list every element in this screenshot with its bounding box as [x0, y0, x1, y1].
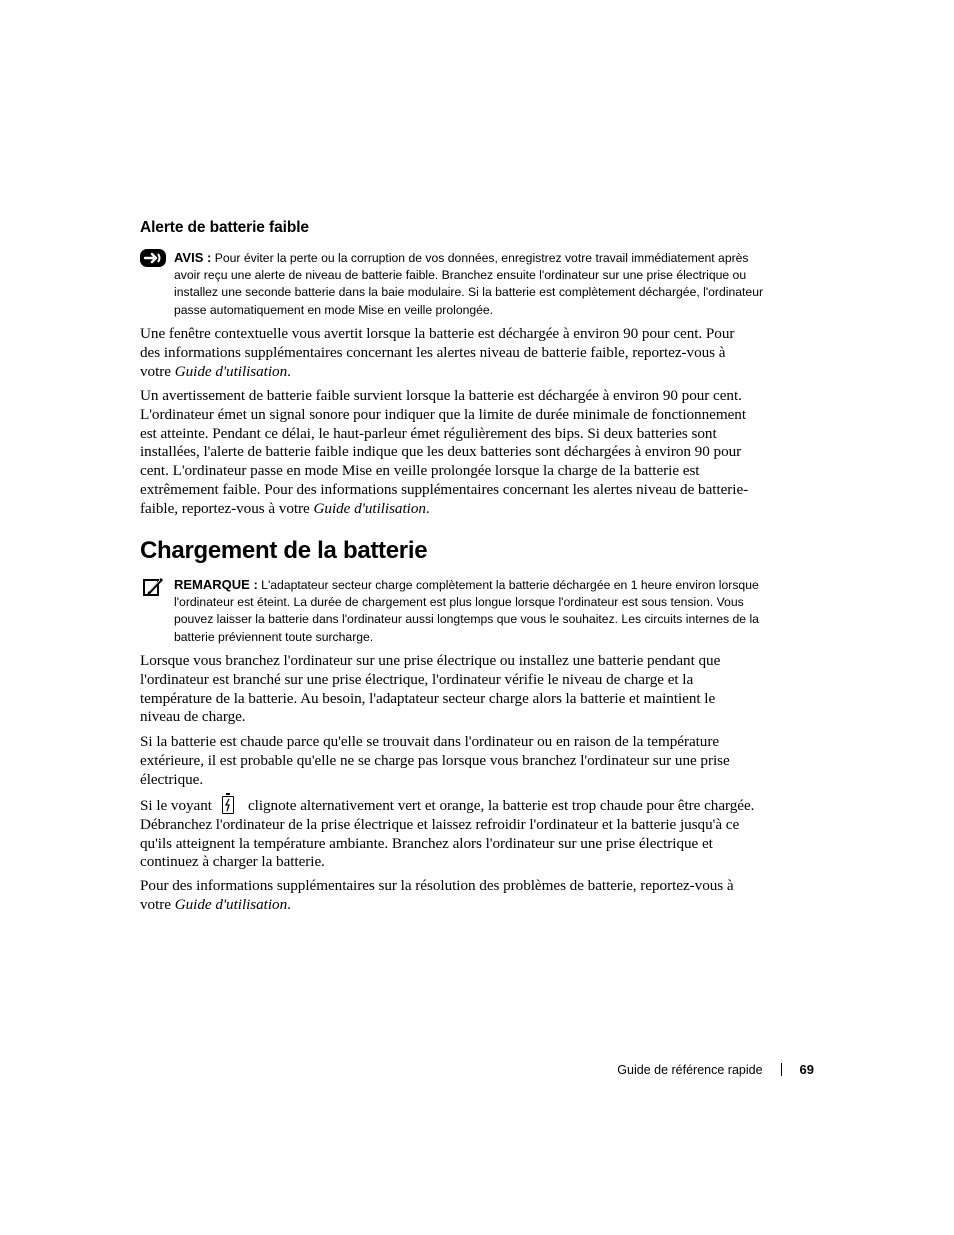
note-label: REMARQUE : — [174, 577, 258, 592]
battery-icon — [222, 796, 234, 814]
paragraph-popup-alert — [140, 325, 758, 381]
section-heading-low-battery: Alerte de batterie faible — [140, 219, 309, 236]
notice-hand-icon — [140, 249, 166, 272]
footer-divider — [781, 1063, 782, 1076]
notice-body: Pour éviter la perte ou la corruption de vos données, enregistrez votre travail immédiatement après avoir reçu une alerte de niveau de batterie faible. Branchez ensuite l'ordinateur sur une prise électrique ou installez une seconde batterie dans la baie modulaire. Si la batterie est complètement déchargée, l'ordinateur passe automatiquement en mode Mise en veille prolongée. — [174, 251, 764, 317]
paragraph-low-battery-warning — [140, 387, 758, 519]
paragraph-text: Si le voyant — [140, 797, 212, 814]
page-footer — [617, 1062, 814, 1077]
footer-title: Guide de référence rapide — [617, 1062, 763, 1077]
paragraph-end: . — [287, 895, 291, 913]
paragraph-text-continued: clignote alternativement vert et orange, la batterie est trop chaude pour être chargée. Débranchez l'ordinateur de la prise électrique et laissez refroidir l'ordinateur et la batterie jusqu'à ce qu'ils atteignent la température ambiante. Branchez alors l'ordinateur sur une prise électrique et continuez à charger la batterie. — [140, 797, 755, 871]
section-heading-charging: Chargement de la batterie — [140, 537, 428, 564]
guide-reference: Guide d'utilisation — [174, 895, 288, 913]
notice-block — [140, 249, 764, 319]
notice-text — [174, 249, 764, 319]
paragraph-battery-light — [140, 796, 758, 872]
note-text — [174, 576, 764, 646]
paragraph-hot-battery: Si la batterie est chaude parce qu'elle se trouvait dans l'ordinateur ou en raison de la température extérieure, il est probable qu'elle ne se charge pas lorsque vous branchez l'ordinateur sur une prise électrique. — [140, 733, 730, 788]
paragraph-text: Un avertissement de batterie faible survient lorsque la batterie est déchargée à environ 90 pour cent. L'ordinateur émet un signal sonore pour indiquer que la limite de durée minimale de fonctionnement est atteinte. Pendant ce délai, le haut-parleur émet régulièrement des bips. Si deux batteries sont installées, l'alerte de batterie faible indique que les deux batteries sont déchargées à environ 90 pour cent. L'ordinateur passe en mode Mise en veille prolongée lorsque la charge de la batterie est extrêmement faible. Pour des informations supplémentaires concernant les alertes niveau de batterie-faible, reportez-vous à votre — [140, 387, 749, 517]
note-body: L'adaptateur secteur charge complètement la batterie déchargée en 1 heure environ lorsque l'ordinateur est éteint. La durée de chargement est plus longue lorsque l'ordinateur est sous tension. Vous pouvez laisser la batterie dans l'ordinateur aussi longtemps que vous le souhaitez. Les circuits internes de la batterie préviennent toute surcharge. — [174, 578, 759, 644]
paragraph-text: Une fenêtre contextuelle vous avertit lorsque la batterie est déchargée à environ 90 pour cent. Pour des informations supplémentaires concernant les alertes niveau de batterie faible, reportez-vous à votre — [140, 325, 735, 380]
paragraph-text: Pour des informations supplémentaires sur la résolution des problèmes de batterie, reportez-vous à votre — [140, 877, 734, 913]
paragraph-charging-check: Lorsque vous branchez l'ordinateur sur une prise électrique ou installez une batterie pendant que l'ordinateur est branché sur une prise électrique, l'ordinateur vérifie le niveau de charge et la température de la batterie. Au besoin, l'adaptateur secteur charge alors la batterie et maintient le niveau de charge. — [140, 652, 721, 726]
paragraph-end: . — [287, 362, 291, 380]
guide-reference: Guide d'utilisation — [313, 499, 426, 517]
paragraph-end: . — [425, 499, 430, 517]
paragraph-more-info — [140, 877, 758, 915]
note-pencil-icon — [142, 576, 164, 603]
guide-reference: Guide d'utilisation — [174, 362, 288, 380]
note-block — [140, 576, 760, 646]
notice-label: AVIS : — [174, 250, 212, 265]
page-number: 69 — [799, 1062, 814, 1077]
